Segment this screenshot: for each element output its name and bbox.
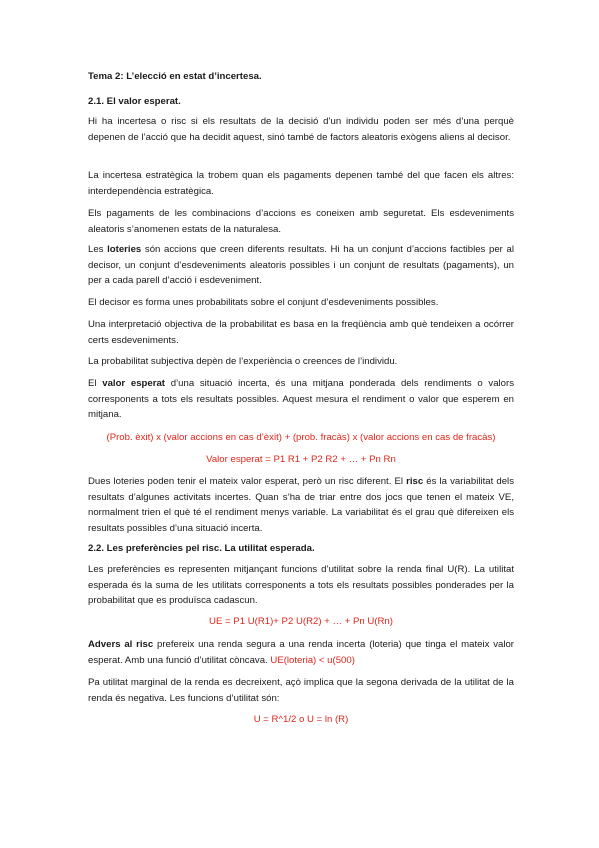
loteries-pre: Les bbox=[88, 244, 108, 255]
document-title: Tema 2: L’elecció en estat d’incertesa. bbox=[88, 71, 262, 82]
section-heading-2-1: 2.1. El valor esperat. bbox=[88, 96, 181, 107]
formula-utilitat-esperada: UE = P1 U(R1)+ P2 U(R2) + … + Pn U(Rn) bbox=[209, 616, 393, 627]
paragraph-incertesa: Hi ha incertesa o risc si els resultats de la decisió d’un individu poden ser més d’una perquè depenen de l’acció que ha decidit aquest, sinó també de factors aleatoris exògens aliens al decisor. bbox=[88, 116, 514, 143]
valor-esperat-post: d’una situació incerta, és una mitjana ponderada dels rendiments o valors corresponents a tots els resultats possibles. Aquest mesura el rendiment o valor que esperem en mitjana. bbox=[88, 378, 515, 420]
paragraph-loteries bbox=[88, 242, 514, 289]
paragraph-utilitat-esperada: Les preferències es representen mitjançant funcions d’utilitat sobre la renda final U(R). La utilitat esperada és la suma de les utilitats corresponents a tots els resultats possibles ponderades per la probabilitat que es produïsca cadascun. bbox=[88, 564, 514, 606]
advers-term: Advers al risc bbox=[88, 639, 154, 650]
paragraph-advers-al-risc bbox=[88, 637, 514, 668]
paragraph-valor-esperat bbox=[88, 376, 514, 423]
paragraph-probabilitat-subjectiva: La probabilitat subjectiva depèn de l’experiència o creences de l’individu. bbox=[88, 356, 398, 367]
loteries-post: són accions que creen diferents resultats. Hi ha un conjunt d’accions factibles per al decisor, un conjunt d’esdeveniments aleatoris possibles i un conjunt de resultats (pagaments), un per a cada parell d’acció i esdeveniment. bbox=[88, 244, 514, 286]
paragraph-pagaments: Els pagaments de les combinacions d’accions es coneixen amb seguretat. Els esdeveniments aleatoris s’anomenen estats de la naturalesa. bbox=[88, 208, 514, 235]
advers-inequality: UE(loteria) < u(500) bbox=[270, 654, 355, 666]
paragraph-incertesa-estrategica: La incertesa estratègica la trobem quan els pagaments depenen també del que facen els altres: interdependència estratègica. bbox=[88, 170, 514, 197]
risc-term: risc bbox=[406, 476, 424, 487]
formula-prob-exit: (Prob. èxit) x (valor accions en cas d’èxit) + (prob. fracàs) x (valor accions en cas de fracàs) bbox=[106, 432, 496, 443]
formula-valor-esperat: Valor esperat = P1 R1 + P2 R2 + … + Pn Rn bbox=[206, 454, 396, 465]
paragraph-probabilitats: El decisor es forma unes probabilitats sobre el conjunt d’esdeveniments possibles. bbox=[88, 297, 439, 308]
formula-funcions-utilitat: U = R^1/2 o U = ln (R) bbox=[253, 714, 349, 725]
paragraph-probabilitat-objectiva: Una interpretació objectiva de la probabilitat es basa en la freqüència amb què tendeixen a ocórrer certs esdeveniments. bbox=[88, 319, 514, 346]
valor-esperat-term: valor esperat bbox=[102, 378, 165, 389]
paragraph-utilitat-marginal: Pa utilitat marginal de la renda es decreixent, açò implica que la segona derivada de la utilitat de la renda és negativa. Les funcions d’utilitat són: bbox=[88, 677, 514, 704]
risc-post: és la variabilitat dels resultats d’algunes activitats incertes. Quan s’ha de triar entre dos jocs que tenen el mateix VE, normalment trien el què té el rendiment menys variable. La variabilitat és el grau què difereixen els resultats possibles d’una situació incerta. bbox=[88, 476, 514, 534]
valor-esperat-pre: El bbox=[88, 378, 103, 389]
loteries-term: loteries bbox=[107, 244, 142, 255]
section-heading-2-2: 2.2. Les preferències pel risc. La utilitat esperada. bbox=[88, 543, 315, 554]
paragraph-risc bbox=[88, 474, 514, 536]
advers-mid: prefereix una renda segura a una renda incerta (loteria) que tinga el mateix valor esperat. Amb una funció d’utilitat còncava. bbox=[88, 639, 514, 666]
risc-pre: Dues loteries poden tenir el mateix valor esperat, però un risc diferent. El bbox=[88, 476, 407, 487]
